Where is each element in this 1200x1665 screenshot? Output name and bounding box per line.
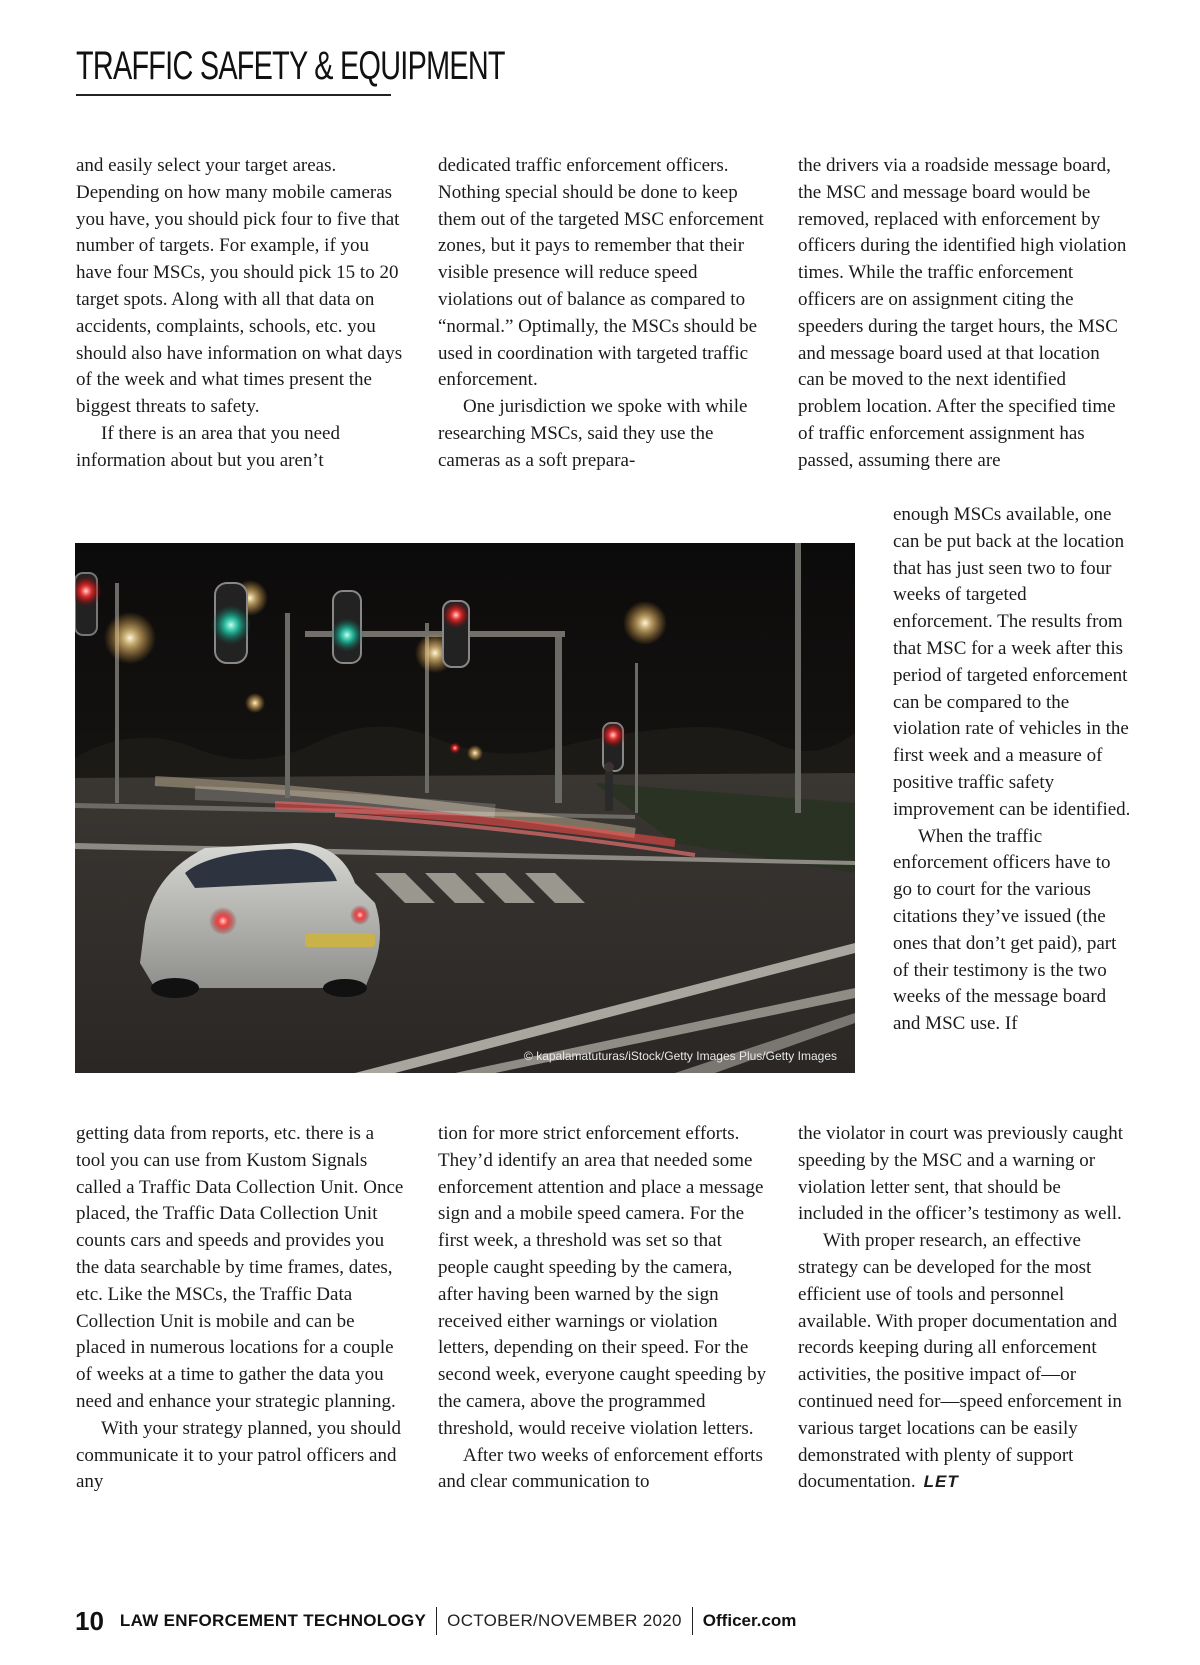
page-footer: [75, 1606, 796, 1636]
photo-credit: © kapalamatuturas/iStock/Getty Images Plus/Getty Images: [524, 1049, 837, 1063]
column-3-top: [798, 153, 1128, 475]
paragraph: One jurisdiction we spoke with while researching MSCs, said they use the cameras as a soft prepara-: [438, 396, 748, 471]
paragraph: If there is an area that you need information about but you aren’t: [76, 422, 340, 471]
column-3-wrap-around-photo: [893, 502, 1131, 1038]
paragraph: tion for more strict enforcement efforts. They’d identify an area that needed some enforcement attention and place a message sign and a mobile speed camera. For the first week, a threshold was set so that people caught speeding by the camera, after having been warned by the sign received either warnings or violation letters, depending on their speed. For the second week, everyone caught speeding by the camera, above the programmed threshold, would receive violation letters.: [438, 1123, 767, 1439]
column-1-bottom: [76, 1121, 406, 1496]
paragraph: getting data from reports, etc. there is a tool you can use from Kustom Signals called a Traffic Data Collection Unit. Once placed, the Traffic Data Collection Unit counts cars and speeds and provides you the data searchable by time frames, dates, etc. Like the MSCs, the Traffic Data Collection Unit is mobile and can be placed in numerous locations for a couple of weeks at a time to gather the data you need and enhance your strategic planning.: [76, 1123, 404, 1412]
column-2-bottom: [438, 1121, 768, 1496]
page-number: 10: [75, 1605, 104, 1636]
footer-divider: [692, 1607, 693, 1635]
paragraph: After two weeks of enforcement efforts and clear communication to: [438, 1444, 763, 1493]
traffic-intersection-photo: [75, 543, 855, 1073]
footer-divider: [436, 1607, 437, 1635]
column-3-bottom: [798, 1121, 1128, 1496]
paragraph: With your strategy planned, you should communicate it to your patrol officers and any: [76, 1417, 402, 1493]
issue-date: OCTOBER/NOVEMBER 2020: [447, 1611, 682, 1630]
paragraph: the violator in court was previously caught speeding by the MSC and a warning or violation letter sent, that should be included in the officer’s testimony as well.: [798, 1123, 1124, 1225]
magazine-name: LAW ENFORCEMENT TECHNOLOGY: [119, 1611, 427, 1630]
closing-paragraph-text: With proper research, an effective strategy can be developed for the most efficient use of tools and personnel available. With proper documentation and records keeping during all enforcement activities, the positive impact of—or continued need for—speed enforcement in various target locations can be easily demonstrated with plenty of support documentation.: [798, 1230, 1122, 1493]
paragraph: When the traffic enforcement officers have to go to court for the various citations they’ve issued (the ones that don’t get paid), part of their testimony is the two weeks of the message board and MSC use. If: [893, 825, 1117, 1035]
let-end-mark: LET: [923, 1472, 959, 1492]
paragraph: the drivers via a roadside message board, the MSC and message board would be removed, replaced with enforcement by officers during the identified high violation times. While the traffic enforcement officers are on assignment citing the speeders during the target hours, the MSC and message board used at that location can be moved to the next identified problem location. After the specified time of traffic enforcement assignment has passed, assuming there are: [798, 155, 1127, 471]
paragraph: dedicated traffic enforcement officers. Nothing special should be done to keep them out of the targeted MSC enforcement zones, but it pays to remember that their visible presence will reduce speed violations out of balance as compared to “normal.” Optimally, the MSCs should be used in coordination with targeted traffic enforcement.: [438, 155, 764, 391]
paragraph: [798, 1228, 1128, 1496]
column-2-top: [438, 153, 768, 475]
paragraph: and easily select your target areas. Depending on how many mobile cameras you have, you should pick four to five that number of targets. For example, if you have four MSCs, you should pick 15 to 20 target spots. Along with all that data on accidents, complaints, schools, etc. you should also have information on what days of the week and what times present the biggest threats to safety.: [76, 155, 403, 418]
column-1-top: [76, 153, 406, 475]
paragraph: enough MSCs available, one can be put back at the location that has just seen two to four weeks of targeted enforcement. The results from that MSC for a week after this period of targeted enforcement can be compared to the violation rate of vehicles in the first week and a measure of positive traffic safety improvement can be identified.: [893, 504, 1131, 820]
section-title: TRAFFIC SAFETY & EQUIPMENT: [76, 44, 505, 88]
website-link[interactable]: Officer.com: [702, 1611, 797, 1630]
night-intersection-illustration: [75, 543, 855, 1073]
section-title-rule: [76, 94, 391, 96]
